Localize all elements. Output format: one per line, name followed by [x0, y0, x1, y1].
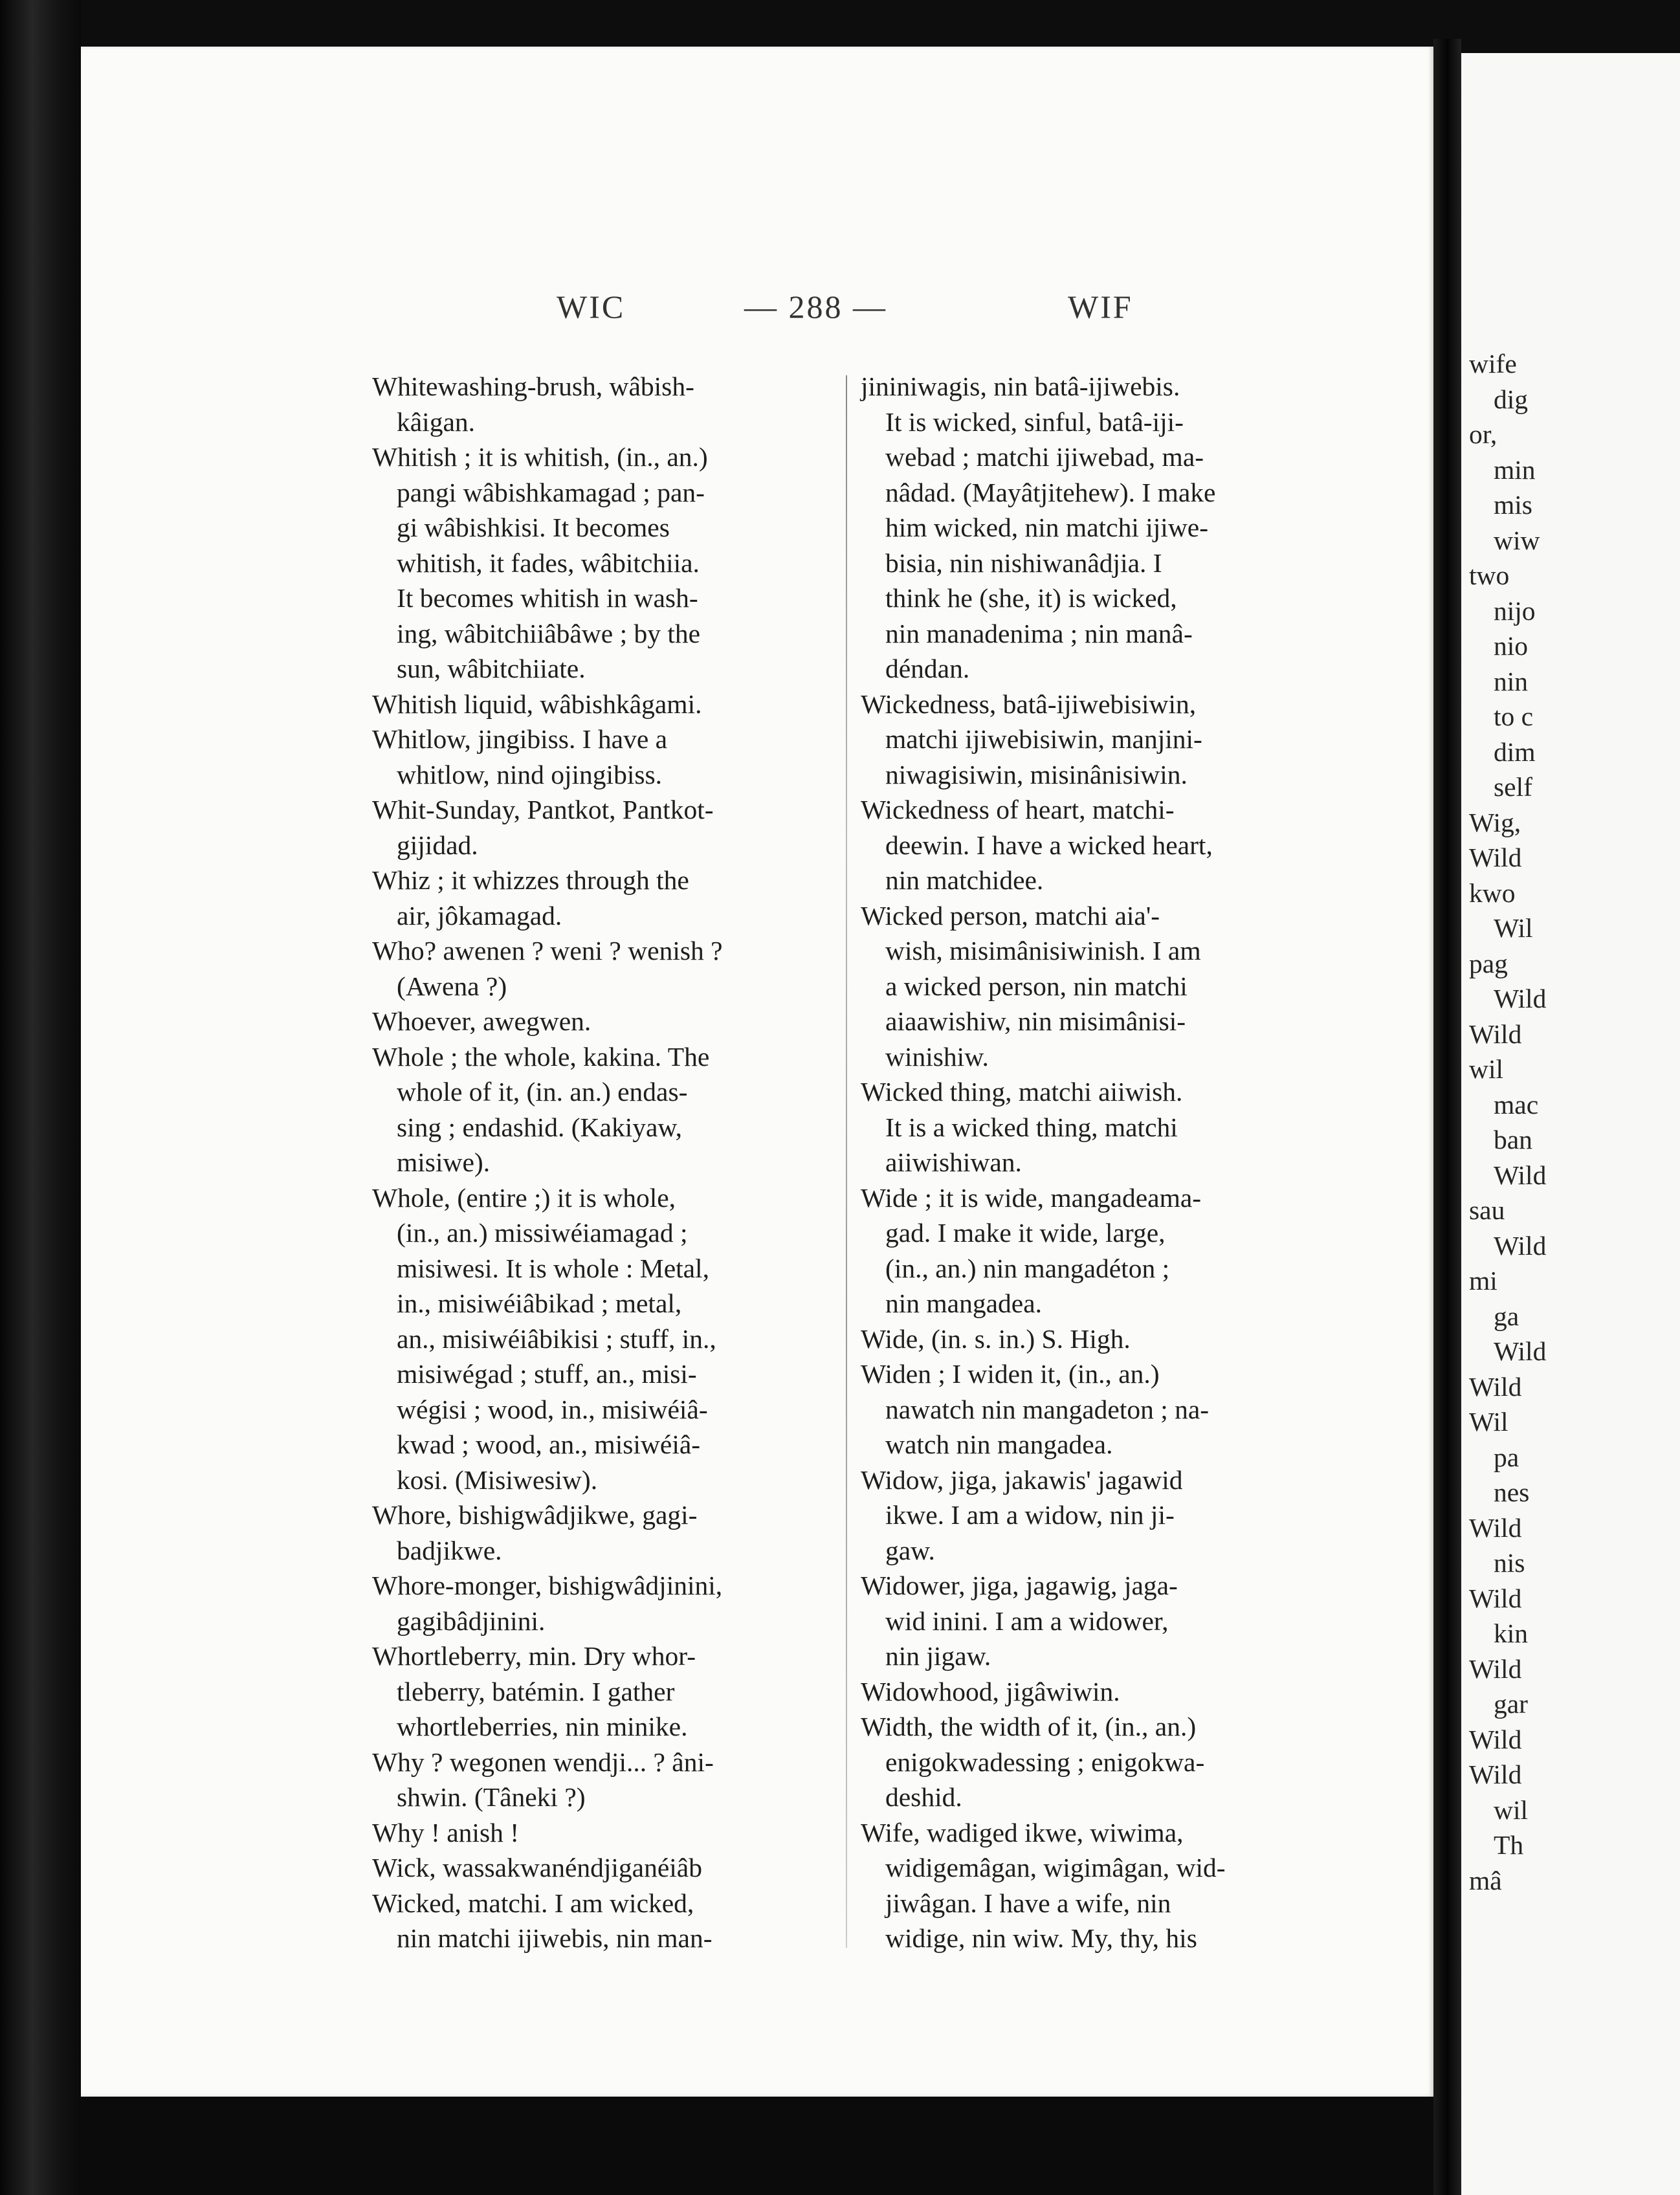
dictionary-entry: [372, 1039, 845, 1180]
dictionary-entry: [372, 863, 845, 933]
facing-page-fragment: Wil: [1469, 1407, 1509, 1437]
facing-page-fragment: or,: [1469, 419, 1498, 449]
facing-page-fragment: pag: [1469, 948, 1508, 978]
entry-line: wid inini. I am a widower,: [885, 1605, 1169, 1636]
entry-line: kâigan.: [397, 406, 475, 437]
dictionary-entry: [372, 439, 845, 687]
dictionary-entry: [372, 722, 845, 792]
entry-line: misiwe).: [397, 1147, 491, 1177]
entry-line: nin manadenima ; nin manâ-: [885, 618, 1193, 648]
dictionary-entry: [861, 1568, 1333, 1674]
entry-line: Wicked thing, matchi aiiwish.: [861, 1077, 1183, 1107]
entry-line: jiwâgan. I have a wife, nin: [885, 1888, 1171, 1918]
entry-line: nâdad. (Mayâtjitehew). I make: [885, 477, 1216, 507]
entry-line: ing, wâbitchiiâbâwe ; by the: [397, 618, 701, 648]
dictionary-entry: [372, 1180, 845, 1498]
entry-line: Whit-Sunday, Pantkot, Pantkot-: [372, 795, 714, 824]
dictionary-entry: [372, 1815, 845, 1851]
entry-line: nin matchidee.: [885, 865, 1044, 895]
entry-line: enigokwadessing ; enigokwa-: [885, 1747, 1205, 1777]
entry-line: deshid.: [885, 1782, 962, 1812]
entry-line: pangi wâbishkamagad ; pan-: [397, 477, 705, 507]
facing-page-fragment: Wild: [1494, 984, 1547, 1013]
facing-page-fragment: mac: [1494, 1089, 1539, 1120]
entry-line: whitlow, nind ojingibiss.: [397, 759, 663, 789]
dictionary-entry: [372, 1497, 845, 1568]
dictionary-entry: [372, 1745, 845, 1815]
dictionary-entry: [861, 792, 1333, 898]
entry-line: Wife, wadiged ikwe, wiwima,: [861, 1817, 1184, 1848]
entry-line: Whore, bishigwâdjikwe, gagi-: [372, 1500, 698, 1530]
entry-line: gi wâbishkisi. It becomes: [397, 513, 670, 542]
entry-line: Why ? wegonen wendji... ? âni-: [372, 1747, 714, 1777]
entry-line: Whitish ; it is whitish, (in., an.): [372, 442, 708, 472]
facing-page-fragment: nis: [1494, 1548, 1525, 1578]
dictionary-entry: [861, 1180, 1333, 1321]
facing-page-fragment: min: [1494, 454, 1536, 485]
dictionary-entry: [372, 1638, 845, 1745]
entry-line: gad. I make it wide, large,: [885, 1218, 1166, 1248]
entry-line: nin mangadea.: [885, 1288, 1042, 1318]
entry-line: shwin. (Tâneki ?): [397, 1782, 586, 1812]
dictionary-column-right: [861, 369, 1333, 1956]
facing-page-fragment: mis: [1494, 490, 1532, 520]
dictionary-entry: [861, 898, 1333, 1075]
entry-line: Whitewashing-brush, wâbish-: [372, 371, 694, 401]
entry-line: sing ; endashid. (Kakiyaw,: [397, 1112, 683, 1142]
entry-line: Who? awenen ? weni ? wenish ?: [372, 936, 723, 965]
entry-line: It is wicked, sinful, batâ-iji-: [885, 406, 1184, 437]
facing-page-fragment: nes: [1494, 1477, 1530, 1507]
entry-line: kosi. (Misiwesiw).: [397, 1464, 598, 1495]
facing-page-fragment: pa: [1494, 1442, 1520, 1472]
entry-line: Whole ; the whole, kakina. The: [372, 1041, 710, 1072]
entry-line: sun, wâbitchiiate.: [397, 654, 586, 683]
dictionary-entry: [372, 933, 845, 1004]
facing-page-fragment: Wild: [1494, 1336, 1547, 1366]
dictionary-entry: [372, 792, 845, 863]
entry-line: an., misiwéiâbikisi ; stuff, in.,: [397, 1323, 716, 1354]
facing-page-fragment: wil: [1494, 1794, 1529, 1825]
entry-line: Width, the width of it, (in., an.): [861, 1712, 1197, 1741]
dictionary-entry: [861, 1815, 1333, 1956]
entry-line: Widow, jiga, jakawis' jagawid: [861, 1464, 1183, 1495]
entry-line: gagibâdjinini.: [397, 1605, 546, 1636]
dictionary-entry: [861, 369, 1333, 687]
dictionary-entry: [372, 369, 845, 439]
entry-line: Wickedness of heart, matchi-: [861, 795, 1175, 824]
dictionary-entry: [372, 1886, 845, 1956]
entry-line: Whoever, awegwen.: [372, 1006, 591, 1036]
dictionary-entry: [861, 1674, 1333, 1710]
entry-line: whole of it, (in. an.) endas-: [397, 1077, 688, 1107]
entry-line: jininiwagis, nin batâ-ijiwebis.: [861, 371, 1180, 401]
entry-line: Whitlow, jingibiss. I have a: [372, 724, 668, 754]
entry-line: Wicked person, matchi aia'-: [861, 900, 1160, 931]
entry-line: bisia, nin nishiwanâdjia. I: [885, 547, 1162, 578]
entry-line: wégisi ; wood, in., misiwéiâ-: [397, 1394, 708, 1424]
facing-page-fragment: ban: [1494, 1125, 1532, 1154]
dictionary-entry: [372, 687, 845, 722]
facing-page-fragment: Wild: [1494, 1160, 1547, 1190]
dictionary-entry: [861, 1462, 1333, 1569]
entry-line: nawatch nin mangadeton ; na-: [885, 1394, 1210, 1424]
entry-line: Whitish liquid, wâbishkâgami.: [372, 689, 702, 719]
dictionary-entry: [861, 687, 1333, 793]
dictionary-entry: [861, 1356, 1333, 1462]
entry-line: (in., an.) nin mangadéton ;: [885, 1253, 1170, 1283]
facing-page-fragment: Wild: [1469, 1583, 1522, 1613]
entry-line: kwad ; wood, an., misiwéiâ-: [397, 1429, 701, 1459]
page-number: — 288 —: [744, 289, 887, 325]
running-head-left: WIC: [557, 289, 626, 325]
dictionary-column-left: [372, 369, 845, 1956]
facing-page-fragment: Wild: [1469, 843, 1522, 872]
facing-page-fragment: gar: [1494, 1689, 1528, 1719]
entry-line: Wicked, matchi. I am wicked,: [372, 1888, 694, 1918]
facing-page-fragment: Wild: [1469, 1724, 1522, 1754]
dictionary-entry: [861, 1709, 1333, 1815]
entry-line: matchi ijiwebisiwin, manjini-: [885, 724, 1202, 754]
facing-page-fragment: nio: [1494, 631, 1529, 661]
entry-line: It is a wicked thing, matchi: [885, 1112, 1178, 1142]
facing-page-fragment: Th: [1494, 1830, 1524, 1860]
facing-page-fragment: Wil: [1494, 913, 1533, 943]
entry-line: Widowhood, jigâwiwin.: [861, 1676, 1120, 1706]
dictionary-entry: [372, 1850, 845, 1886]
entry-line: Whortleberry, min. Dry whor-: [372, 1641, 696, 1671]
entry-line: Widen ; I widen it, (in., an.): [861, 1359, 1160, 1389]
entry-line: ikwe. I am a widow, nin ji-: [885, 1500, 1175, 1530]
entry-line: It becomes whitish in wash-: [397, 583, 698, 613]
facing-page-fragment: ga: [1494, 1301, 1520, 1331]
facing-page-fragment: wife: [1469, 349, 1517, 379]
entry-line: Whore-monger, bishigwâdjinini,: [372, 1571, 723, 1600]
dictionary-entry: [861, 1074, 1333, 1180]
entry-line: him wicked, nin matchi ijiwe-: [885, 513, 1209, 542]
entry-line: niwagisiwin, misinânisiwin.: [885, 759, 1188, 789]
facing-page-fragment: nin: [1494, 666, 1529, 696]
entry-line: nin jigaw.: [885, 1641, 991, 1671]
entry-line: Whole, (entire ;) it is whole,: [372, 1182, 676, 1213]
entry-line: webad ; matchi ijiwebad, ma-: [885, 442, 1204, 472]
facing-page-fragment: Wild: [1469, 1759, 1522, 1789]
entry-line: think he (she, it) is wicked,: [885, 583, 1177, 613]
entry-line: whitish, it fades, wâbitchiia.: [397, 547, 700, 578]
entry-line: Widower, jiga, jagawig, jaga-: [861, 1571, 1178, 1600]
entry-line: aiiwishiwan.: [885, 1147, 1022, 1177]
facing-page-fragment: wiw: [1494, 525, 1540, 555]
entry-line: déndan.: [885, 654, 970, 683]
facing-page-fragment: Wild: [1469, 1653, 1522, 1684]
entry-line: widigemâgan, wigimâgan, wid-: [885, 1853, 1226, 1882]
entry-line: in., misiwéiâbikad ; metal,: [397, 1288, 682, 1318]
entry-line: Whiz ; it whizzes through the: [372, 865, 689, 895]
entry-line: badjikwe.: [397, 1535, 502, 1565]
facing-page-fragment: dim: [1494, 736, 1536, 767]
entry-line: a wicked person, nin matchi: [885, 971, 1188, 1001]
entry-line: aiaawishiw, nin misimânisi-: [885, 1006, 1186, 1036]
facing-page-fragment: self: [1494, 772, 1532, 802]
entry-line: gaw.: [885, 1535, 935, 1565]
facing-page-text: [1461, 346, 1680, 1898]
entry-line: Wide, (in. s. in.) S. High.: [861, 1323, 1131, 1354]
entry-line: nin matchi ijiwebis, nin man-: [397, 1923, 713, 1953]
facing-page-fragment: nijo: [1494, 595, 1536, 626]
facing-page-fragment: wil: [1469, 1054, 1504, 1084]
entry-line: (in., an.) missiwéiamagad ;: [397, 1218, 688, 1248]
scan-border-bottom: [81, 2097, 1433, 2195]
facing-page-fragment: Wild: [1469, 1512, 1522, 1543]
entry-line: Wickedness, batâ-ijiwebisiwin,: [861, 689, 1197, 719]
entry-line: widige, nin wiw. My, thy, his: [885, 1923, 1197, 1953]
facing-page-fragment: Wild: [1469, 1371, 1522, 1402]
facing-page-fragment: mi: [1469, 1266, 1498, 1296]
facing-page-fragment: two: [1469, 560, 1510, 590]
entry-line: air, jôkamagad.: [397, 900, 562, 931]
entry-line: Why ! anish !: [372, 1817, 520, 1848]
facing-page-fragment: kin: [1494, 1618, 1529, 1648]
dictionary-entry: [372, 1004, 845, 1039]
entry-line: gijidad.: [397, 830, 478, 860]
entry-line: misiwégad ; stuff, an., misi-: [397, 1359, 697, 1389]
book-gutter: [1433, 39, 1461, 2195]
entry-line: tleberry, batémin. I gather: [397, 1676, 675, 1706]
facing-page-fragment: kwo: [1469, 877, 1516, 908]
entry-line: (Awena ?): [397, 971, 507, 1001]
facing-page-fragment: Wild: [1494, 1230, 1547, 1261]
dictionary-entry: [861, 1321, 1333, 1357]
facing-page-fragment: Wild: [1469, 1019, 1522, 1049]
facing-page-fragment: mâ: [1469, 1865, 1502, 1895]
dictionary-entry: [372, 1568, 845, 1638]
scan-border-left: [0, 0, 81, 2195]
facing-page-fragment: dig: [1494, 384, 1529, 414]
entry-line: Wick, wassakwanéndjiganéiâb: [372, 1853, 702, 1882]
entry-line: deewin. I have a wicked heart,: [885, 830, 1213, 860]
entry-line: misiwesi. It is whole : Metal,: [397, 1253, 709, 1283]
running-head: [362, 288, 1268, 340]
running-head-right: WIF: [1068, 289, 1133, 325]
facing-page-fragment: to c: [1494, 701, 1534, 731]
entry-line: Wide ; it is wide, mangadeama-: [861, 1182, 1202, 1213]
facing-page-fragment: sau: [1469, 1195, 1505, 1225]
facing-page-fragment: Wig,: [1469, 807, 1521, 837]
entry-line: wish, misimânisiwinish. I am: [885, 936, 1201, 965]
entry-line: watch nin mangadea.: [885, 1429, 1113, 1459]
column-divider: [846, 375, 847, 1948]
entry-line: whortleberries, nin minike.: [397, 1712, 688, 1741]
entry-line: winishiw.: [885, 1041, 989, 1072]
